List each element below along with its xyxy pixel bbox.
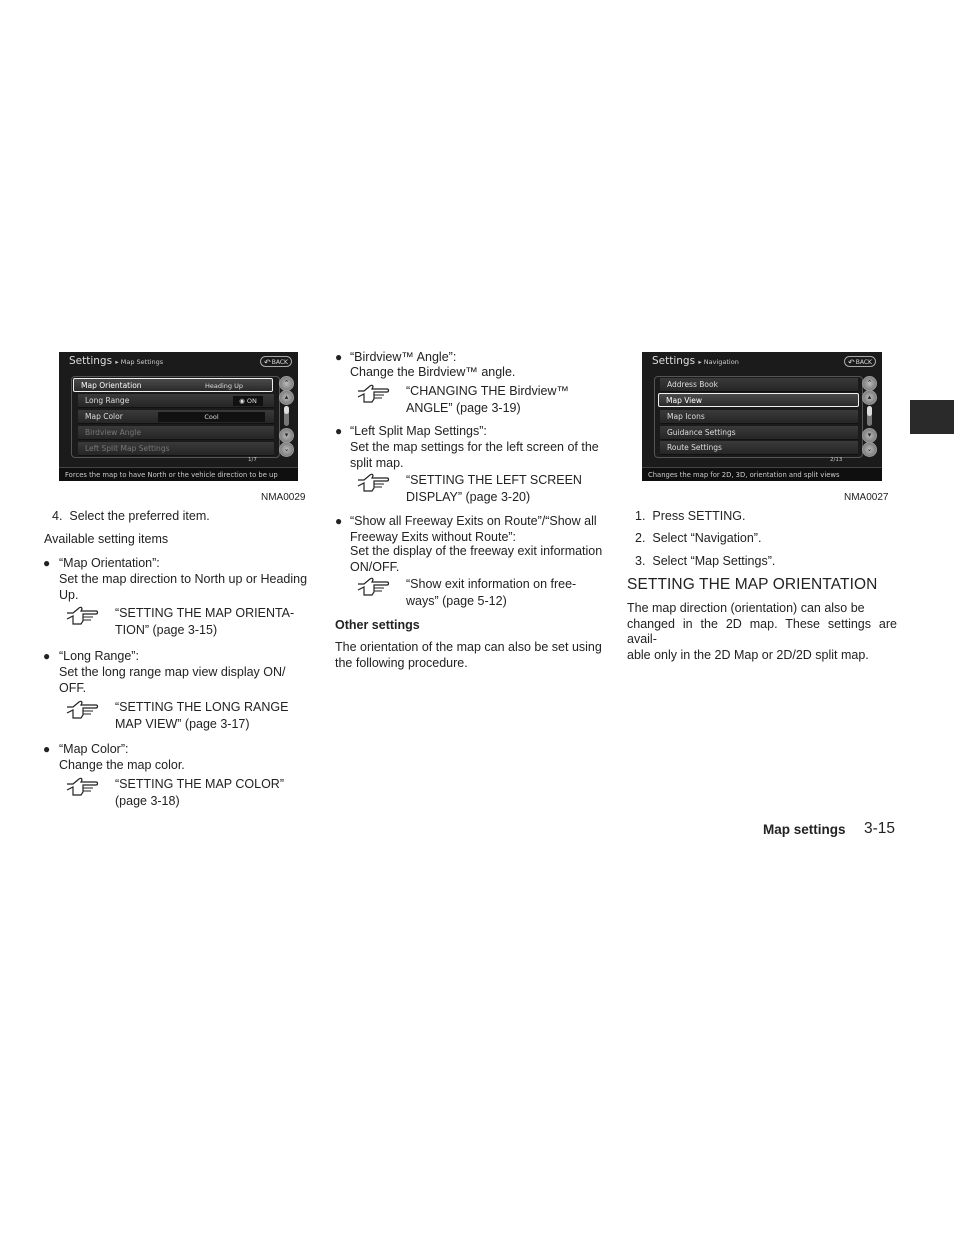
item-title: “Long Range”: [59,649,139,663]
reference-hand-icon [357,384,391,404]
knob-top-icon: ⌃ [279,376,294,391]
bullet-icon: ● [43,556,51,570]
row-birdview-angle: Birdview Angle [78,426,274,440]
reference-hand-icon [357,473,391,493]
back-button: ↶ BACK [844,356,876,367]
screenshot-navigation-settings [642,352,882,481]
section-heading: SETTING THE MAP ORIENTATION [627,576,878,593]
screenshot-map-settings [59,352,298,481]
row-route-settings: Route Settings [660,441,858,455]
section-paragraph: The map direction (orientation) can also be changed in the 2D map. These settings are avail- able only in the 2D Map or 2D/2D split map. [627,601,897,662]
step-4: 4. Select the preferred item. [52,509,210,523]
item-desc: Change the Birdview™ angle. [350,365,516,379]
knob-top-icon: ⌃ [862,376,877,391]
row-map-icons: Map Icons [660,410,858,424]
available-heading: Available setting items [44,532,169,546]
back-button: ↶ BACK [260,356,292,367]
knob-up-icon: ▴ [862,390,877,405]
bullet-icon: ● [335,514,343,528]
chapter-tab [910,400,954,434]
reference-text: “CHANGING THE Birdview™ ANGLE” (page 3-19) [406,384,569,415]
other-settings-heading: Other settings [335,618,420,632]
footer-section-name: Map settings [763,822,846,837]
item-title: “Show all Freeway Exits on Route”/“Show all Freeway Exits without Route”: [350,514,597,544]
page-indicator: 1/7 [248,457,257,463]
bullet-icon: ● [335,350,343,364]
reference-hand-icon [66,606,100,626]
row-address-book: Address Book [660,378,858,392]
caption-nma0029: NMA0029 [261,492,306,503]
item-desc: Change the map color. [59,758,185,772]
row-map-view: Map View [658,393,859,407]
item-desc: Set the long range map view display ON/ OFF. [59,665,286,695]
screen-title: Settings ▸ Navigation [652,355,739,367]
screen-footer: Changes the map for 2D, 3D, orientation and split views [642,467,882,481]
bullet-icon: ● [335,424,343,438]
bullet-icon: ● [43,649,51,663]
step-1: 1. Press SETTING. [635,509,746,523]
row-long-range: Long Range ◉ ON [78,394,274,408]
reference-text: “SETTING THE LONG RANGE MAP VIEW” (page 3-17) [115,700,289,731]
item-desc: Set the map settings for the left screen of the split map. [350,440,599,470]
screen-title: Settings ▸ Map Settings [69,355,164,367]
knob-bottom-icon: ⌄ [862,442,877,457]
reference-hand-icon [66,700,100,720]
scroll-thumb [284,406,289,414]
step-3: 3. Select “Map Settings”. [635,554,776,568]
knob-bottom-icon: ⌄ [279,442,294,457]
item-desc: Set the map direction to North up or Heading Up. [59,572,308,602]
knob-down-icon: ▾ [862,428,877,443]
reference-hand-icon [357,577,391,597]
row-guidance-settings: Guidance Settings [660,426,858,440]
reference-text: “Show exit information on free- ways” (page 5-12) [406,577,577,608]
item-title: “Map Orientation”: [59,556,160,570]
footer-page-number: 3-15 [864,820,896,837]
other-settings-text: The orientation of the map can also be set using the following procedure. [335,640,602,670]
item-title: “Left Split Map Settings”: [350,424,487,438]
item-desc: Set the display of the freeway exit information ON/OFF. [350,544,603,574]
knob-up-icon: ▴ [279,390,294,405]
page-indicator: 2/13 [830,457,843,463]
reference-text: “SETTING THE LEFT SCREEN DISPLAY” (page 3-20) [406,473,582,504]
reference-text: “SETTING THE MAP ORIENTA- TION” (page 3-15) [115,606,295,637]
item-title: “Birdview™ Angle”: [350,350,457,364]
scroll-thumb [867,406,872,416]
row-map-orientation: Map Orientation Heading Up [73,378,273,392]
caption-nma0027: NMA0027 [844,492,889,503]
row-map-color: Map Color Cool [78,410,274,424]
step-2: 2. Select “Navigation”. [635,531,762,545]
row-left-split: Left Split Map Settings [78,442,274,456]
reference-hand-icon [66,777,100,797]
reference-text: “SETTING THE MAP COLOR” (page 3-18) [115,777,285,808]
knob-down-icon: ▾ [279,428,294,443]
screen-footer: Forces the map to have North or the vehicle direction to be up [59,467,298,481]
item-title: “Map Color”: [59,742,129,756]
bullet-icon: ● [43,742,51,756]
